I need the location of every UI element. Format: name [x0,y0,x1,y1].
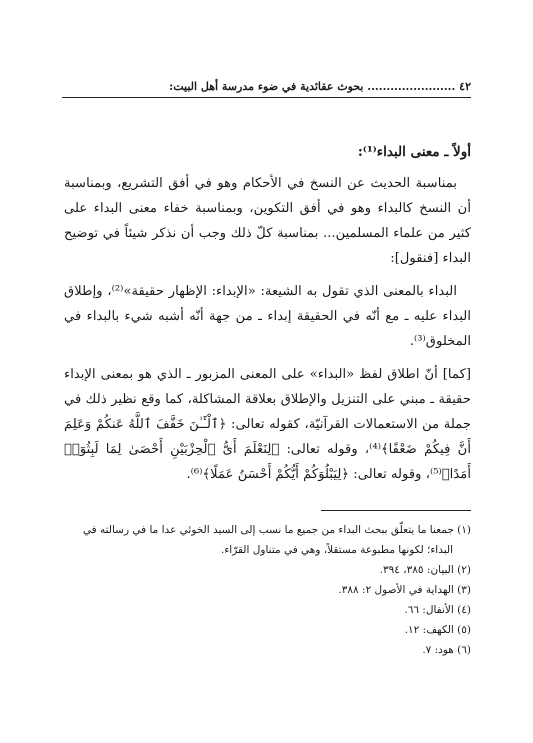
paragraph-1: بمناسبة الحديث عن النسخ في الأحكام وهو في أفق التشريع، وبمناسبة أن النسخ كالبداء وهو في أفق التكوين، وبمناسبة خفاء معنى البداء على كثير من علماء المسلمين... بمناسبة كلّ ذلك وجب أن نذكر شيئاً في توضيح البداء [فنقول]: [64,176,471,266]
paragraph-3: [كما] أنّ اطلاق لفظ «البداء» على المعنى المزبور ـ الذي هو بمعنى الإبداء حقيقة ـ مبني على التنزيل والإطلاق بعلاقة المشاكلة، كما وقع نظير ذلك في جملة من الاستعمالات القرآنيّة، كقوله تعالى: ﴿ٱلْـَٔـٰنَ خَفَّفَ ٱللَّهُ عَنكُمْ وَعَلِمَ أَنَّ فِيكُمْ ضَعْفًا﴾⁽⁴⁾، وقوله تعالى: ﴿لِنَعْلَمَ أَىُّ ٱلْحِزْبَيْنِ أَحْصَىٰ لِمَا لَبِثُوٓا۟ أَمَدًا﴾⁽⁵⁾، وقوله تعالى: ﴿لِيَبْلُوَكُمْ أَيُّكُمْ أَحْسَنُ عَمَلًا﴾⁽⁶⁾. [64,367,471,482]
header-rule [62,97,471,98]
footnote-1: (١) جمعنا ما يتعلّق ببحث البداء من جميع ما نسب إلى السيد الخوئي عدا ما في رسالته في [82,524,471,536]
running-title: ٤٢ ....................... بحوث عقائدية في ضوء مدرسة أهل البيت: [169,80,471,93]
running-header [62,80,471,94]
main-text [64,140,471,495]
footnote-3: (٣) الهداية في الأصول ٢: ٣٨٨. [338,584,471,596]
footnote-1-continued: البداء؛ لكونها مطبوعة مستقلاً، وهي في متناول القرّاء. [221,544,453,556]
footnote-rule [321,510,471,511]
footnote-2: (٢) البيان: ٣٨٥، ٣٩٤. [379,564,471,576]
footnote-4: (٤) الأنفال: ٦٦. [404,604,471,616]
footnote-6: (٦) هود: ٧. [422,644,471,656]
paragraph-2: البداء بالمعنى الذي تقول به الشيعة: «الإبداء: الإظهار حقيقة»⁽²⁾، وإطلاق البداء عليه ـ مع أنّه في الحقيقة إبداء ـ من جهة أنّه أشبه شيء بالبداء في المخلوق⁽³⁾. [64,284,471,349]
section-heading: أولاً ـ معنى البداء⁽¹⁾: [357,144,471,160]
footnote-5: (٥) الكهف: ١٢. [404,624,471,636]
footnotes [64,520,471,660]
